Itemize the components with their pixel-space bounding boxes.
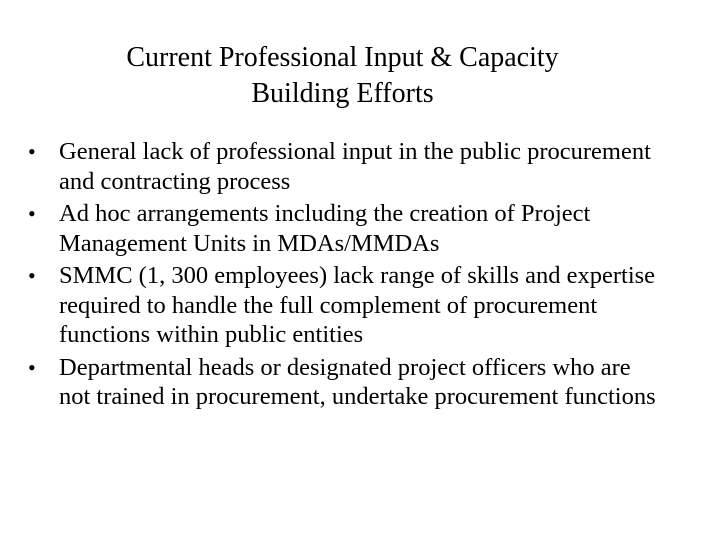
- bullet-item: [28, 261, 668, 350]
- bullet-item: [28, 137, 668, 196]
- bullet-text: Ad hoc arrangements including the creation of Project Management Units in MDAs/MMDAs: [59, 200, 591, 257]
- bullet-dot-icon: •: [28, 354, 36, 380]
- slide-title: [70, 40, 615, 112]
- bullet-item: [28, 199, 668, 258]
- bullet-dot-icon: •: [28, 201, 36, 226]
- bullet-dot-icon: •: [28, 263, 36, 288]
- bullet-text: General lack of professional input in the public procurement and contracting process: [59, 138, 651, 195]
- bullet-list: [28, 137, 668, 415]
- slide-title-line-2: Building Efforts: [251, 78, 434, 109]
- slide-title-line-1: Current Professional Input & Capacity: [126, 42, 559, 73]
- bullet-dot-icon: •: [28, 139, 36, 164]
- bullet-text: Departmental heads or designated project officers who are not trained in procurement, undertake procurement functions: [59, 353, 656, 410]
- bullet-item: [28, 353, 668, 412]
- bullet-text: SMMC (1, 300 employees) lack range of skills and expertise required to handle the full complement of procurement functions within public entities: [59, 262, 656, 348]
